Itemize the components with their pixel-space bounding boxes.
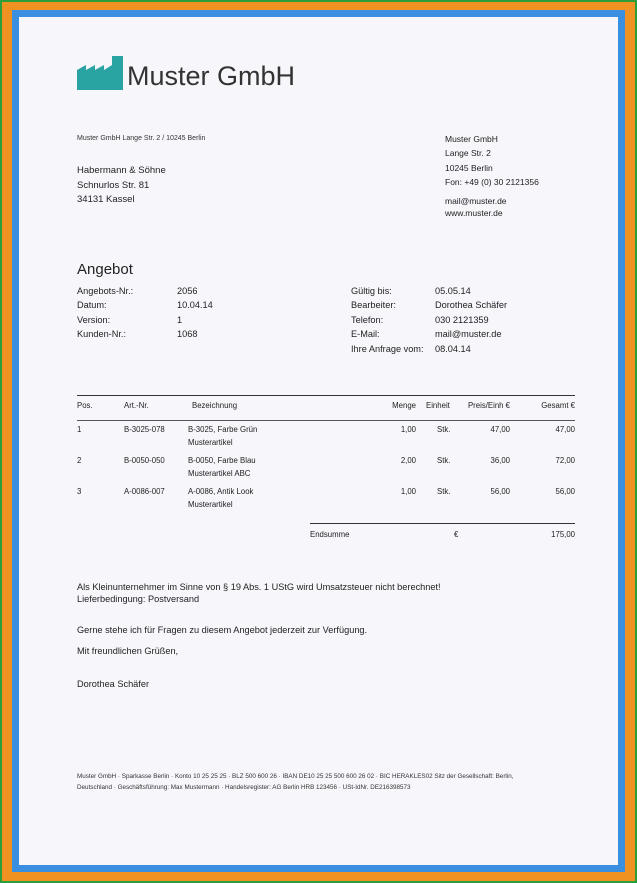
- sender-phone: Fon: +49 (0) 30 2121356: [445, 177, 539, 187]
- total-label: Endsumme: [310, 530, 350, 539]
- row-menge: 1,00: [400, 425, 416, 434]
- row-bezeichnung: B-3025, Farbe Grün: [188, 425, 258, 434]
- col-header-preis: Preis/Einh €: [467, 401, 510, 410]
- row-gesamt: 56,00: [555, 487, 575, 496]
- row-pos: 2: [77, 456, 82, 465]
- meta-label: Datum:: [77, 300, 107, 310]
- footer-line-2: Deutschland · Geschäftsführung: Max Mustermann · Handelsregister: AG Berlin HRB 123456 · USt-IdNr. DE216398573: [77, 784, 411, 791]
- col-header-bezeichnung: Bezeichnung: [192, 401, 238, 410]
- row-gesamt: 72,00: [555, 456, 575, 465]
- sender-company: Muster GmbH: [445, 134, 498, 144]
- col-header-artnr: Art.-Nr.: [124, 401, 149, 410]
- meta-label: Kunden-Nr.:: [77, 329, 127, 339]
- meta-value: 030 2121359: [435, 315, 489, 325]
- document-title: Angebot: [77, 261, 133, 278]
- meta-value: 2056: [177, 286, 198, 296]
- meta-value[interactable]: mail@muster.de: [435, 329, 502, 339]
- sender-email[interactable]: mail@muster.de: [445, 196, 507, 206]
- meta-value: 08.04.14: [435, 344, 471, 354]
- row-menge: 1,00: [400, 487, 416, 496]
- meta-label: Telefon:: [351, 315, 384, 325]
- sender-line: Muster GmbH Lange Str. 2 / 10245 Berlin: [77, 135, 206, 142]
- table-top-rule: [77, 395, 575, 396]
- recipient-street: Schnurlos Str. 81: [77, 180, 150, 191]
- row-preis: 56,00: [490, 487, 510, 496]
- total-value: 175,00: [551, 530, 575, 539]
- signature: Dorothea Schäfer: [77, 679, 150, 689]
- factory-logo-icon: [77, 56, 123, 90]
- row-pos: 1: [77, 425, 82, 434]
- col-header-pos: Pos.: [77, 401, 93, 410]
- col-header-menge: Menge: [392, 401, 416, 410]
- row-menge: 2,00: [400, 456, 416, 465]
- row-einheit: Stk.: [437, 425, 451, 434]
- row-preis: 36,00: [490, 456, 510, 465]
- row-artnr: A-0086-007: [124, 487, 165, 496]
- recipient-name: Habermann & Söhne: [77, 165, 166, 176]
- row-artnr: B-3025-078: [124, 425, 165, 434]
- row-einheit: Stk.: [437, 487, 451, 496]
- tax-note: Als Kleinunternehmer im Sinne von § 19 Abs. 1 UStG wird Umsatzsteuer nicht berechnet!: [77, 582, 441, 592]
- meta-label: Gültig bis:: [351, 286, 392, 296]
- delivery-note: Lieferbedingung: Postversand: [77, 594, 200, 604]
- row-bezeichnung: A-0086, Antik Look: [188, 487, 254, 496]
- meta-label: Bearbeiter:: [351, 300, 396, 310]
- row-bezeichnung-sub: Musterartikel: [188, 438, 233, 447]
- row-bezeichnung-sub: Musterartikel ABC: [188, 469, 251, 478]
- meta-label: E-Mail:: [351, 329, 380, 339]
- meta-label: Version:: [77, 315, 111, 325]
- sender-web[interactable]: www.muster.de: [445, 208, 503, 218]
- col-header-gesamt: Gesamt €: [541, 401, 575, 410]
- row-bezeichnung: B-0050, Farbe Blau: [188, 456, 256, 465]
- meta-label: Angebots-Nr.:: [77, 286, 134, 296]
- row-pos: 3: [77, 487, 82, 496]
- meta-value: Dorothea Schäfer: [435, 300, 508, 310]
- sender-city: 10245 Berlin: [445, 163, 493, 173]
- footer-line-1: Muster GmbH · Sparkasse Berlin · Konto 10 25 25 25 · BLZ 500 600 26 · IBAN DE10 25 25 500 600 26 02 · BIC HERAKLES02 Sitz der Gesellschaft: Berlin,: [77, 773, 514, 780]
- row-preis: 47,00: [490, 425, 510, 434]
- meta-value: 10.04.14: [177, 300, 213, 310]
- row-einheit: Stk.: [437, 456, 451, 465]
- sender-street: Lange Str. 2: [445, 148, 491, 158]
- meta-value: 05.05.14: [435, 286, 471, 296]
- document-page: [19, 17, 618, 865]
- row-gesamt: 47,00: [555, 425, 575, 434]
- meta-value: 1: [177, 315, 183, 325]
- greeting: Mit freundlichen Grüßen,: [77, 646, 179, 656]
- recipient-city: 34131 Kassel: [77, 194, 135, 205]
- meta-label: Ihre Anfrage vom:: [351, 344, 424, 354]
- company-logo-text: Muster GmbH: [127, 61, 296, 91]
- meta-value: 1068: [177, 329, 198, 339]
- row-bezeichnung-sub: Musterartikel: [188, 500, 233, 509]
- row-artnr: B-0050-050: [124, 456, 165, 465]
- closing-note: Gerne stehe ich für Fragen zu diesem Angebot jederzeit zur Verfügung.: [77, 625, 368, 635]
- total-rule: [310, 523, 575, 524]
- table-header-rule: [77, 420, 575, 421]
- col-header-einheit: Einheit: [426, 401, 450, 410]
- total-currency: €: [454, 530, 459, 539]
